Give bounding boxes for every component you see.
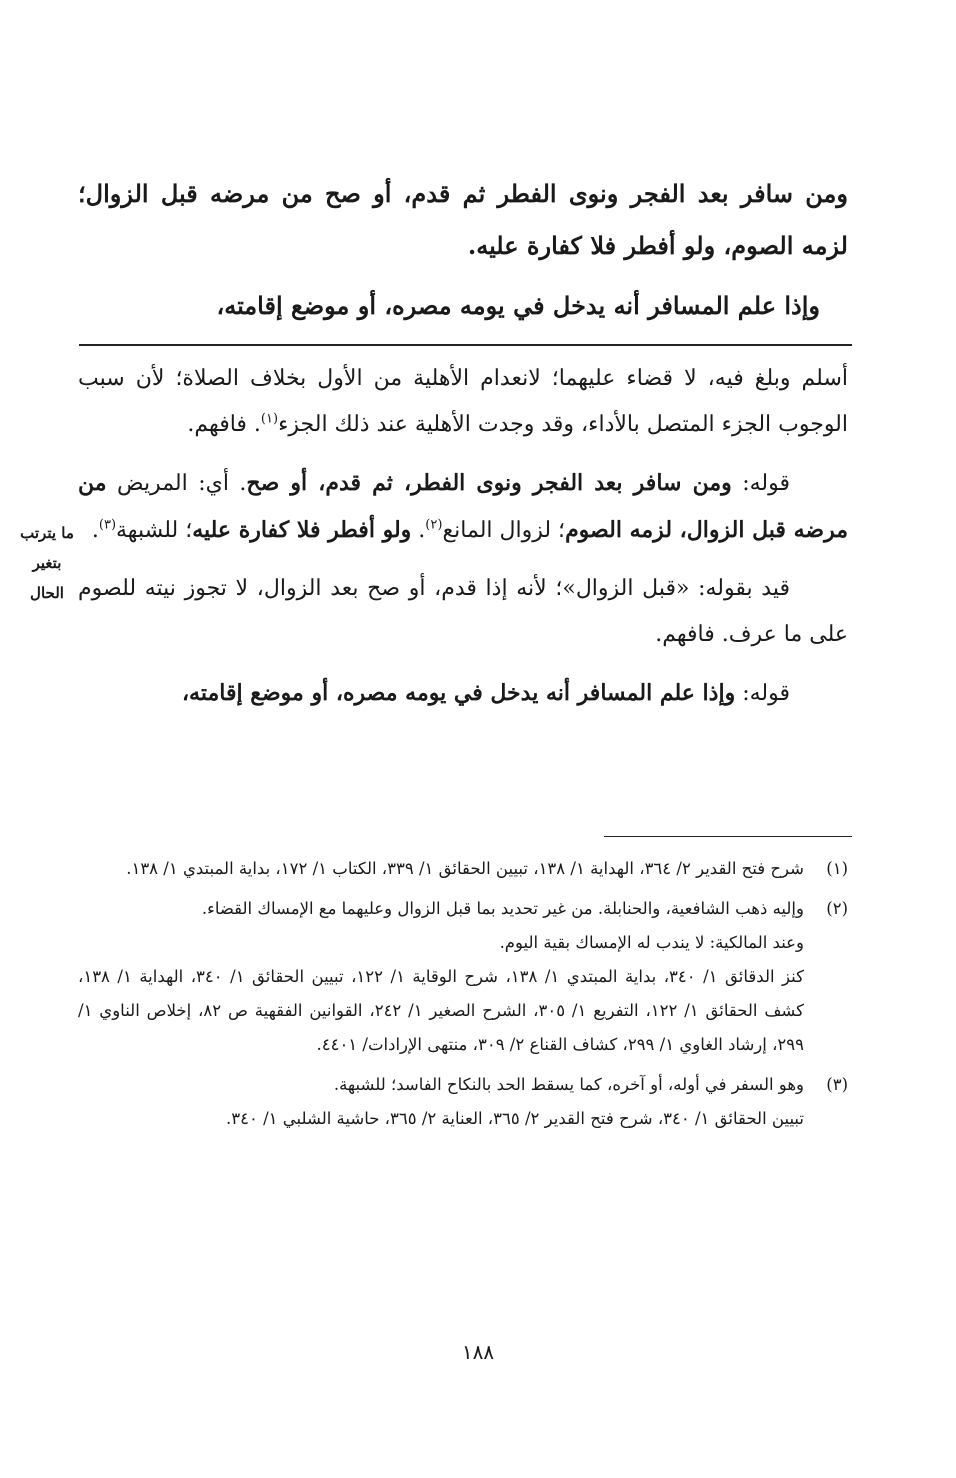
sharh-p2-bold-2: من مرضه قبل الزوال، لزمه الصوم [78, 470, 848, 543]
margin-heading [8, 518, 86, 608]
footnote-3 [78, 1068, 848, 1136]
footnote-separator-rule [604, 836, 852, 837]
sharh-p2-bold-3: ولو أفطر فلا كفارة عليه [192, 517, 412, 543]
sharh-p4-bold: وإذا علم المسافر أنه يدخل في يومه مصره، أو موضع إقامته، [181, 680, 736, 706]
footnote-ref-3: (٣) [98, 517, 117, 533]
footnote-line: تبيين الحقائق ١/ ٣٤٠، شرح فتح القدير ٢/ ٣٦٥، العناية ٢/ ٣٦٥، حاشية الشلبي ١/ ٣٤٠. [226, 1109, 804, 1128]
sharh-p2-text-3: . [411, 518, 426, 543]
matn-line-2: وإذا علم المسافر أنه يدخل في يومه مصره، أو موضع إقامته، [216, 291, 820, 320]
footnote-line: وهو السفر في أوله، أو آخره، كما يسقط الحد بالنكاح الفاسد؛ للشبهة. [333, 1075, 804, 1094]
sharh-p2-text-1: . أي: المريض [106, 471, 247, 496]
sharh-text [78, 356, 848, 717]
footnote-body [78, 1068, 804, 1136]
sharh-paragraph-1 [78, 356, 848, 448]
footnote-number: (٣) [826, 1075, 848, 1094]
footnote-ref-1: (١) [260, 411, 279, 427]
page-number: ١٨٨ [461, 1340, 495, 1364]
footnote-2 [78, 892, 848, 1062]
matn-separator-rule [79, 344, 852, 346]
footnote-line: كنز الدقائق ١/ ٣٤٠، بداية المبتدي ١/ ١٣٨، شرح الوقاية ١/ ١٢٢، تبيين الحقائق ١/ ٣٤٠، الهداية ١/ ١٣٨، كشف الحقائق ١/ ١٢٢، التفريع ١/ ٣٠٥، الشرح الصغير ١/ ٢٤٢، القوانين الفقهية ص ٨٢، إخلاص الناوي ١/ ٢٩٩، إرشاد الغاوي ١/ ٢٩٩، كشاف القناع ٢/ ٣٠٩، منتهى الإرادات/ ٤٤٠١. [78, 967, 805, 1054]
sharh-paragraph-4 [78, 670, 848, 717]
footnote-body [78, 852, 804, 886]
footnotes [78, 852, 848, 1142]
footnote-ref-2: (٢) [425, 517, 443, 533]
sharh-paragraph-3: قيد بقوله: «قبل الزوال»؛ لأنه إذا قدم، أو صح بعد الزوال، لا تجوز نيته للصوم على ما عرف. فافهم. [78, 576, 848, 647]
sharh-p2-end: . [91, 518, 99, 543]
sharh-p1-text: أسلم وبلغ فيه، لا قضاء عليهما؛ لانعدام الأهلية من الأول بخلاف الصلاة؛ لأن سبب الوجوب الجزء المتصل بالأداء، وقد وجدت الأهلية عند ذلك الجزء [78, 366, 848, 437]
margin-heading-line-1: ما يترتب [20, 524, 74, 542]
sharh-paragraph-2 [78, 460, 848, 554]
sharh-p2-text-4: ؛ للشبهة [116, 518, 193, 543]
sharh-p2-text-2: ؛ لزوال المانع [442, 518, 566, 543]
footnote-1 [78, 852, 848, 886]
footnote-line: وإليه ذهب الشافعية، والحنابلة. من غير تحديد بما قبل الزوال وعليهما مع الإمساك القضاء. [201, 899, 804, 918]
sharh-p4-intro: قوله: [735, 681, 790, 706]
matn-text [78, 168, 848, 332]
footnote-number: (١) [826, 859, 848, 878]
margin-heading-line-3: الحال [30, 584, 64, 602]
sharh-p2-intro: قوله: [731, 471, 790, 496]
footnote-line: شرح فتح القدير ٢/ ٣٦٤، الهداية ١/ ١٣٨، تبيين الحقائق ١/ ٣٣٩، الكتاب ١/ ١٧٢، بداية المبتدي ١/ ١٣٨. [126, 859, 804, 878]
matn-line-1: ومن سافر بعد الفجر ونوى الفطر ثم قدم، أو صح من مرضه قبل الزوال؛ لزمه الصوم، ولو أفطر فلا كفارة عليه. [78, 179, 848, 260]
sharh-p2-bold-1: ومن سافر بعد الفجر ونوى الفطر، ثم قدم، أو صح [246, 470, 732, 496]
margin-heading-line-2: بتغير [32, 554, 62, 572]
footnote-number: (٢) [826, 899, 848, 918]
footnote-body [78, 892, 804, 1062]
sharh-p1-end: . فافهم. [187, 412, 261, 437]
footnote-line: وعند المالكية: لا يندب له الإمساك بقية اليوم. [499, 933, 804, 952]
